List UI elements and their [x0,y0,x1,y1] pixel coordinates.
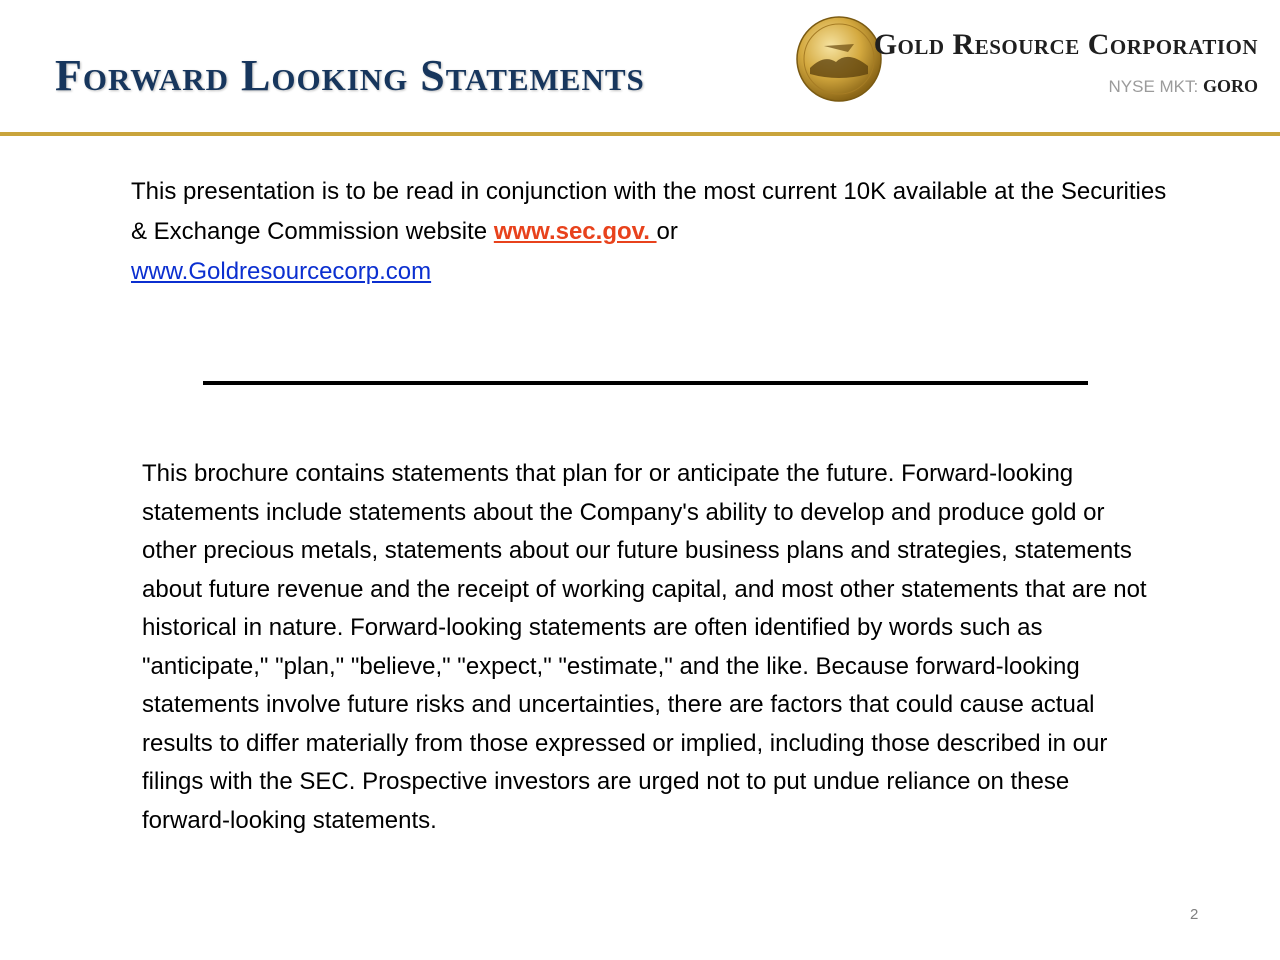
intro-paragraph [131,172,1171,292]
company-name: Gold Resource Corporation [873,28,1258,61]
intro-connector: or [656,218,678,245]
section-divider [203,381,1088,385]
page-number: 2 [1190,906,1199,923]
intro-text: This presentation is to be read in conjunction with the most current 10K available at the Securities & Exchange Commission website [131,178,1167,245]
ticker-symbol: GORO [1202,76,1258,96]
stock-ticker [1109,76,1259,97]
header-rule [0,132,1280,136]
slide-title: Forward Looking Statements [55,51,645,100]
disclaimer-paragraph: This brochure contains statements that plan for or anticipate the future. Forward-looking statements include statements about the Company's ability to develop and produce gold or other precious metals, statements about our future business plans and strategies, statements about future revenue and the receipt of working capital, and most other statements that are not historical in nature. Forward-looking statements are often identified by words such as "anticipate," "plan," "believe," "expect," "estimate," and the like. Because forward-looking statements involve future risks and uncertainties, there are factors that could cause actual results to differ materially from those expressed or implied, including those described in our filings with the SEC. Prospective investors are urged not to put undue reliance on these forward-looking statements. [142,460,1147,834]
company-website-link[interactable]: www.Goldresourcecorp.com [131,258,432,285]
sec-website-link[interactable]: www.sec.gov. [493,218,657,245]
ticker-exchange: NYSE MKT: [1108,77,1199,96]
gold-coin-logo [796,16,882,102]
